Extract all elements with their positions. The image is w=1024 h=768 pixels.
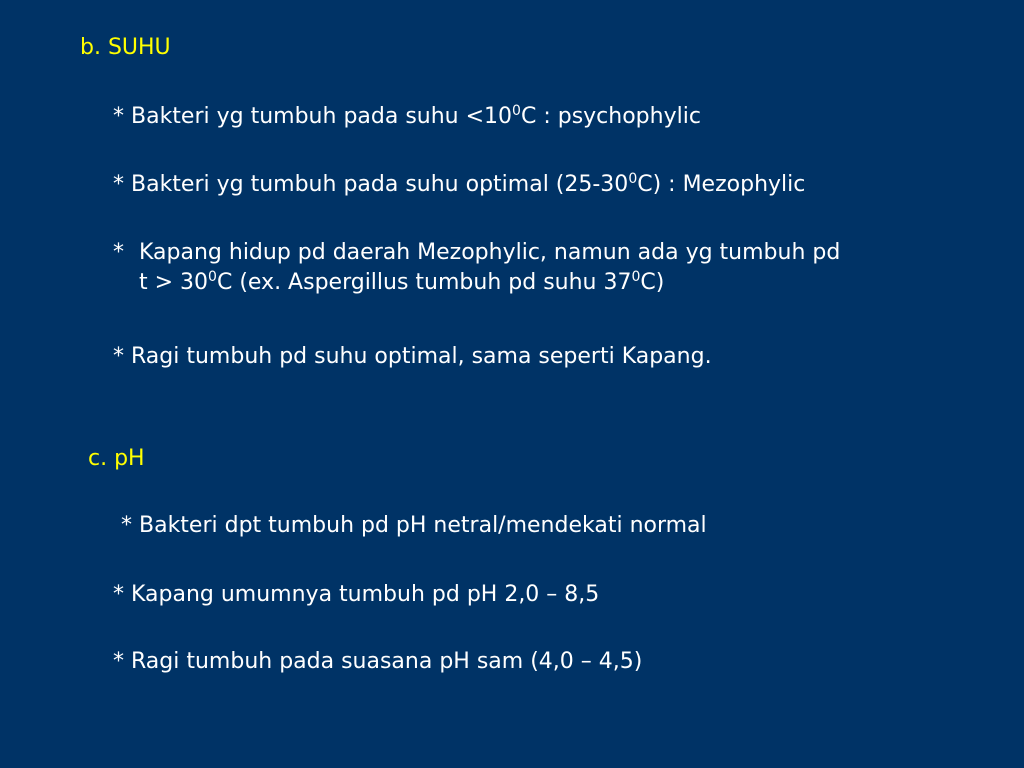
bullet-text: Ragi tumbuh pada suasana pH sam (4,0 – 4,5): [124, 649, 643, 674]
bullet-text: Bakteri yg tumbuh pada suhu <10: [124, 104, 513, 129]
bullet-star: *: [121, 513, 132, 538]
bullet-text: Kapang umumnya tumbuh pd pH 2,0 – 8,5: [124, 582, 600, 607]
bullet-star: *: [113, 344, 124, 369]
bullet-text: Bakteri dpt tumbuh pd pH netral/mendekati normal: [132, 513, 707, 538]
bullet-star: *: [113, 104, 124, 129]
bullet-ragi-suhu: [113, 342, 712, 372]
bullet-text: Bakteri yg tumbuh pada suhu optimal (25-30: [124, 172, 629, 197]
bullet-text: Ragi tumbuh pd suhu optimal, sama seperti Kapang.: [124, 344, 712, 369]
degree-superscript: 0: [631, 269, 641, 285]
bullet-text: t > 30: [139, 270, 209, 295]
bullet-text: C : psychophylic: [520, 104, 701, 129]
bullet-star: *: [113, 240, 124, 265]
heading-suhu: b. SUHU: [80, 35, 171, 60]
bullet-kapang-ph: [113, 580, 599, 610]
bullet-psychophylic: [113, 102, 701, 132]
degree-superscript: 0: [512, 103, 521, 119]
bullet-star: *: [113, 649, 124, 674]
bullet-text-line2: [113, 268, 973, 298]
bullet-text: C (ex. Aspergillus tumbuh pd suhu 37: [216, 270, 632, 295]
heading-ph: c. pH: [88, 446, 145, 471]
bullet-mezophylic: [113, 170, 805, 200]
degree-superscript: 0: [208, 269, 217, 285]
bullet-text: C): [640, 270, 665, 295]
bullet-star: *: [113, 172, 124, 197]
degree-superscript: 0: [628, 171, 638, 187]
bullet-kapang-suhu: [113, 238, 973, 298]
bullet-bakteri-ph: [121, 511, 707, 541]
bullet-ragi-ph: [113, 647, 642, 677]
bullet-text: C) : Mezophylic: [637, 172, 806, 197]
bullet-star: *: [113, 582, 124, 607]
bullet-text-line1: Kapang hidup pd daerah Mezophylic, namun ada yg tumbuh pd: [139, 240, 841, 265]
